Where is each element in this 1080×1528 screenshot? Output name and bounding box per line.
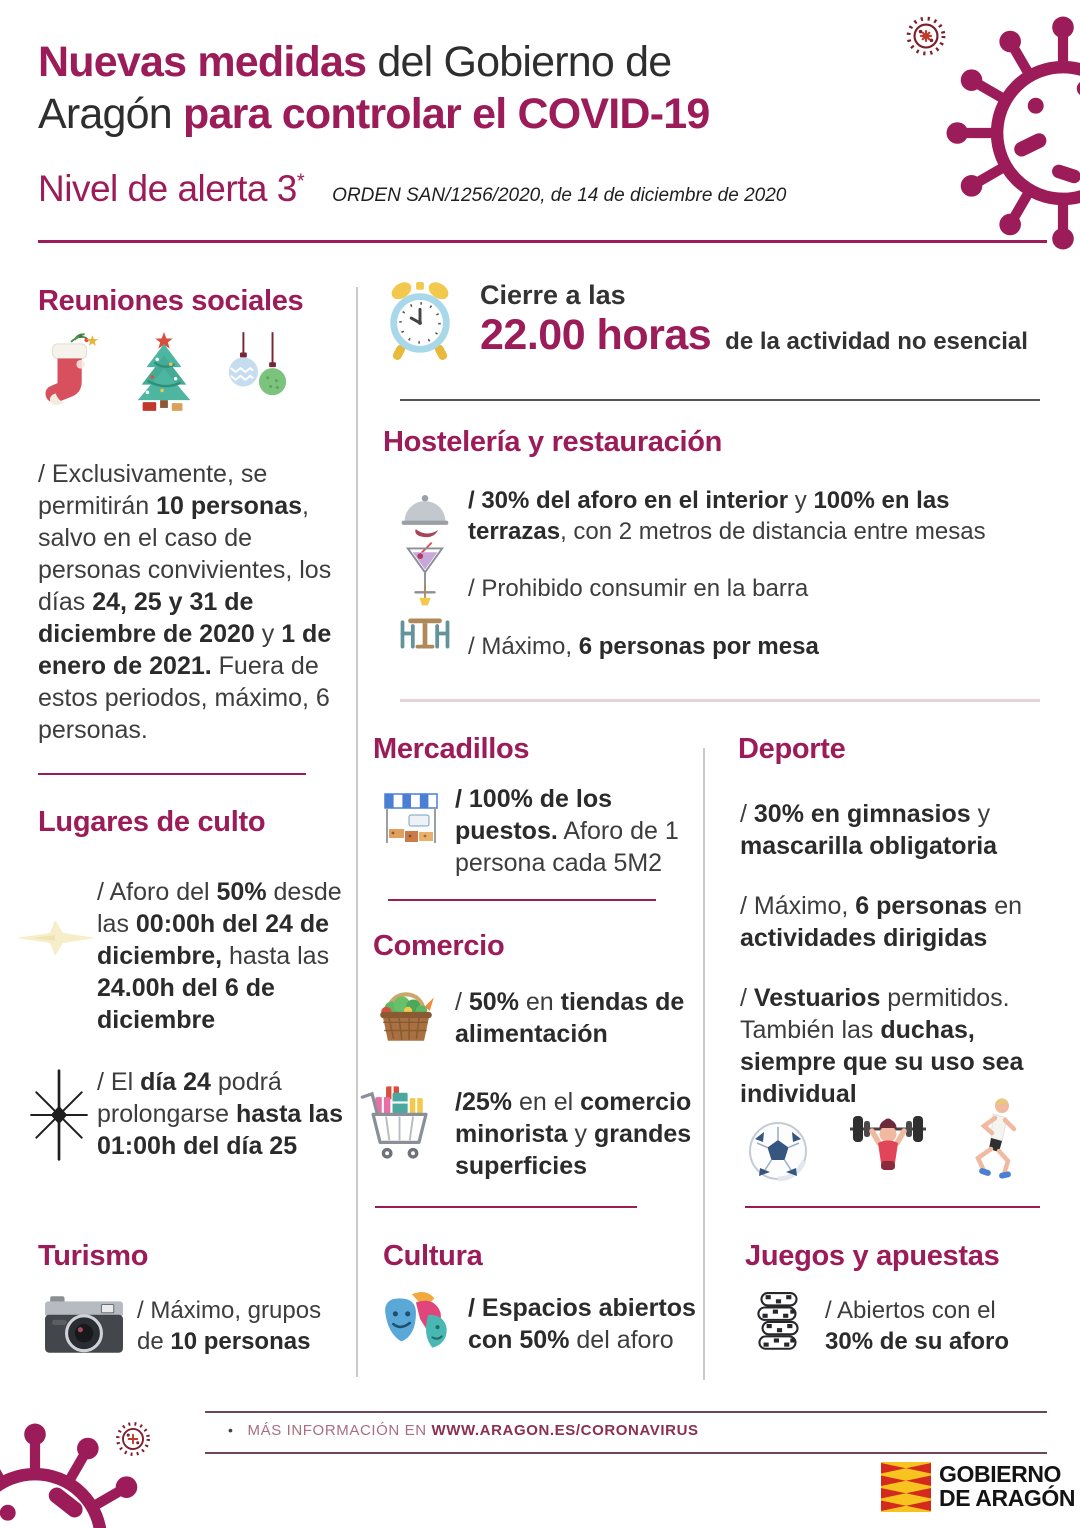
market-stall-icon <box>383 791 439 849</box>
section-divider <box>388 899 656 901</box>
theater-masks-icon <box>381 1288 455 1356</box>
running-icon <box>966 1095 1026 1183</box>
more-info-text: • MÁS INFORMACIÓN EN WWW.ARAGON.ES/CORONAVIRUS <box>228 1422 699 1439</box>
closure-time: 22.00 horas <box>480 311 712 359</box>
camera-icon <box>44 1292 124 1356</box>
christmas-stocking-icon <box>42 330 104 414</box>
cloche-icon <box>397 488 453 544</box>
section-title-hosteleria: Hostelería y restauración <box>383 426 723 458</box>
hosteleria-item-1: / 30% del aforo en el interior y 100% en las terrazas, con 2 metros de distancia entre mesas <box>468 487 986 545</box>
bullet: • <box>228 1422 234 1438</box>
reuniones-text: / Exclusivamente, se permitirán 10 personas, salvo en el caso de personas convivientes, los días 24, 25 y 31 de diciembre de 2020 y 1 de enero de 2021. Fuera de estos periodos, máximo, 6 personas. <box>38 460 332 744</box>
deporte-item-2: / Máximo, 6 personas en actividades dirigidas <box>740 892 1023 952</box>
footer-divider-top <box>205 1411 1047 1413</box>
hosteleria-item-3: / Máximo, 6 personas por mesa <box>468 633 819 660</box>
small-virus-icon <box>112 1418 154 1460</box>
section-title-comercio: Comercio <box>373 930 505 962</box>
sports-icons-row <box>746 1095 1026 1183</box>
cultura-item-1: / Espacios abiertos con 50% del aforo <box>468 1294 696 1354</box>
small-virus-icon <box>902 12 950 60</box>
grocery-basket-icon <box>374 983 438 1047</box>
turismo-item-1: / Máximo, grupos de 10 personas <box>137 1297 322 1355</box>
closure-line1: Cierre a las <box>480 280 626 310</box>
logo-text: GOBIERNO DE ARAGÓN <box>939 1461 1076 1511</box>
comercio-item-1: / 50% en tiendas de alimentación <box>455 988 685 1048</box>
mercadillos-item-1: / 100% de los puestos. Aforo de 1 persona cada 5M2 <box>455 785 679 877</box>
hosteleria-item-2: / Prohibido consumir en la barra <box>468 575 809 602</box>
section-divider <box>400 399 1040 401</box>
info-url: WWW.ARAGON.ES/CORONAVIRUS <box>431 1422 699 1439</box>
aragon-flag-icon <box>881 1462 931 1512</box>
soccer-ball-icon <box>746 1119 810 1183</box>
alert-asterisk: * <box>296 170 305 193</box>
section-title-juegos: Juegos y apuestas <box>745 1240 1000 1272</box>
section-title-mercadillos: Mercadillos <box>373 733 530 765</box>
section-divider <box>400 699 1040 702</box>
gobierno-aragon-logo <box>881 1462 1075 1512</box>
column-divider <box>703 748 705 1380</box>
section-divider <box>38 773 306 775</box>
page-title: Nuevas medidas del Gobierno de Aragón para controlar el COVID-19 <box>38 38 710 139</box>
section-title-cultura: Cultura <box>383 1240 483 1272</box>
juegos-item-1: / Abiertos con el 30% de su aforo <box>825 1297 1010 1355</box>
shooting-star-icon <box>14 916 98 960</box>
lugares-item-2: / El día 24 podrá prolongarse hasta las 01:00h del día 25 <box>97 1068 343 1160</box>
section-divider <box>375 1206 637 1208</box>
deporte-item-1: / 30% en gimnasios y mascarilla obligatoria <box>740 800 998 860</box>
poker-chips-icon <box>753 1290 805 1358</box>
section-title-deporte: Deporte <box>738 733 846 765</box>
coronavirus-illustration <box>938 8 1080 258</box>
comercio-item-2: /25% en el comercio minorista y grandes superficies <box>455 1088 692 1180</box>
section-title-reuniones: Reuniones sociales <box>38 285 304 317</box>
alarm-clock-icon <box>381 276 459 364</box>
ornaments-icon <box>224 330 290 412</box>
weightlifting-icon <box>844 1103 932 1183</box>
table-chairs-icon <box>395 580 455 672</box>
closure-detail: de la actividad no esencial <box>725 328 1028 355</box>
christmas-icons-row <box>42 330 290 414</box>
footer-divider-bottom <box>205 1452 1047 1454</box>
section-title-turismo: Turismo <box>38 1240 149 1272</box>
christmas-tree-icon <box>130 330 198 414</box>
section-title-lugares: Lugares de culto <box>38 806 266 838</box>
sparkle-star-icon <box>26 1068 92 1162</box>
column-divider <box>356 287 358 1377</box>
lugares-item-1: / Aforo del 50% desde las 00:00h del 24 de diciembre, hasta las 24.00h del 6 de diciembre <box>97 878 342 1034</box>
shopping-cart-icon <box>358 1082 440 1164</box>
section-divider <box>745 1206 1040 1208</box>
alert-level: Nivel de alerta 3* <box>38 168 305 209</box>
deporte-item-3: / Vestuarios permitidos. También las duchas, siempre que su uso sea individual <box>740 984 1024 1108</box>
order-reference: ORDEN SAN/1256/2020, de 14 de diciembre de 2020 <box>332 185 787 206</box>
header-divider <box>38 240 1047 243</box>
